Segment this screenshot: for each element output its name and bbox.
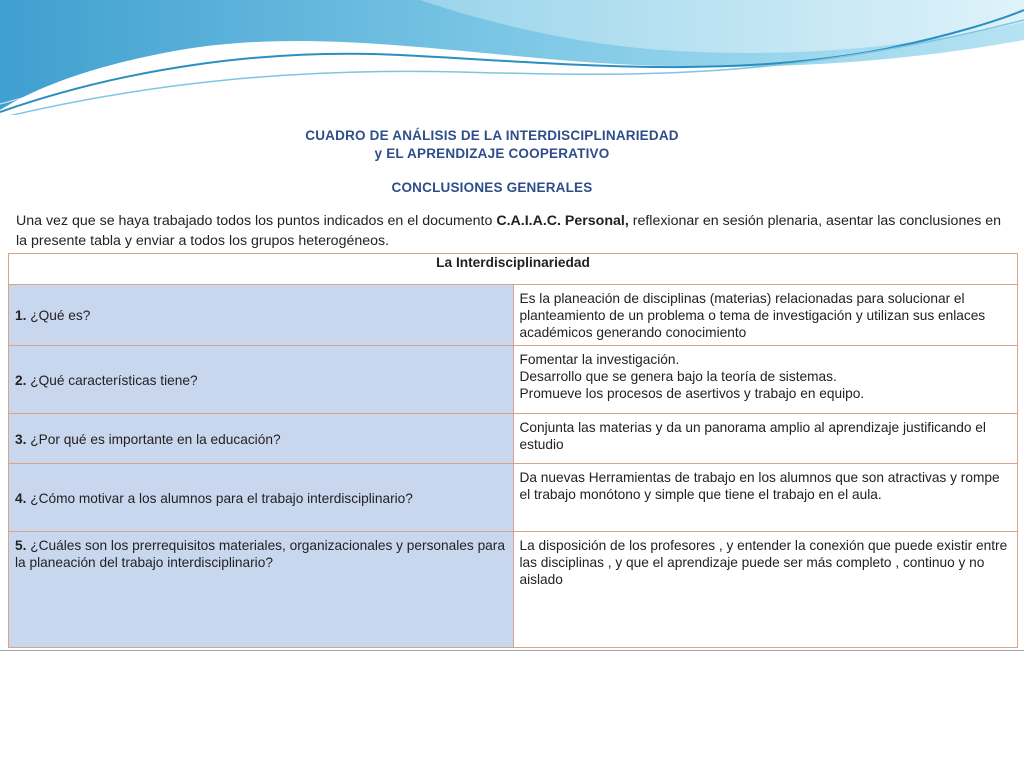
table-row: [9, 346, 1018, 414]
answer-line: Desarrollo que se genera bajo la teoría de sistemas.: [519, 369, 837, 384]
answer-text: Da nuevas Herramientas de trabajo en los alumnos que son atractivas y rompe el trabajo monótono y simple que tiene el trabajo en el aula.: [519, 470, 1000, 502]
question-text: ¿Por qué es importante en la educación?: [26, 431, 281, 447]
table-row: [9, 414, 1018, 464]
question-text: ¿Qué es?: [26, 308, 91, 323]
document-page: [0, 115, 1024, 650]
table-header-row: [9, 254, 1018, 285]
answer-cell: [513, 414, 1018, 464]
intro-text-end: reflexionar en sesión plenaria, asentar las conclusiones en la presente tabla y enviar a todos los grupos heterogéneos.: [16, 213, 1002, 249]
answer-cell: [513, 285, 1018, 346]
question-number: 3.: [15, 431, 27, 447]
document-subtitle: CONCLUSIONES GENERALES: [391, 180, 593, 195]
intro-text-start: Una vez que se haya trabajado todos los puntos indicados en el documento: [16, 213, 497, 229]
page-bottom-divider: [0, 650, 1024, 651]
answer-line: Fomentar la investigación.: [519, 352, 680, 367]
answer-cell: [513, 346, 1018, 414]
table-header: La Interdisciplinariedad: [9, 254, 1018, 285]
table-row: [9, 532, 1018, 648]
answer-text: La disposición de los profesores , y entender la conexión que puede existir entre las disciplinas , y que el aprendizaje puede ser más completo , continuo y no aislado: [519, 538, 1008, 587]
question-cell: [9, 346, 514, 414]
analysis-table: [8, 253, 1018, 648]
question-cell: [9, 464, 514, 532]
question-number: 1.: [15, 308, 27, 323]
answer-cell: [513, 464, 1018, 532]
question-number: 5.: [15, 538, 27, 553]
question-text: ¿Qué características tiene?: [26, 372, 198, 388]
document-title-line2: y EL APRENDIZAJE COOPERATIVO: [374, 146, 610, 161]
question-number: 4.: [15, 490, 27, 506]
intro-paragraph: [16, 211, 1006, 251]
answer-cell: [513, 532, 1018, 648]
answer-text: Conjunta las materias y da un panorama amplio al aprendizaje justificando el estudio: [519, 420, 986, 452]
answer-text: Es la planeación de disciplinas (materias) relacionadas para solucionar el planteamiento de un problema o tema de investigación y utilizan sus enlaces académicos generando conocimiento: [519, 291, 986, 340]
question-cell: [9, 532, 514, 648]
question-cell: [9, 414, 514, 464]
question-text: ¿Cómo motivar a los alumnos para el trabajo interdisciplinario?: [26, 490, 413, 506]
decorative-wave-banner: [0, 0, 1024, 130]
answer-line: Promueve los procesos de asertivos y trabajo en equipo.: [519, 386, 865, 401]
document-title: CUADRO DE ANÁLISIS DE LA INTERDISCIPLINARIEDAD: [305, 128, 679, 143]
question-text: ¿Cuáles son los prerrequisitos materiales, organizacionales y personales para la planeación del trabajo interdisciplinario?: [15, 538, 505, 570]
table-row: [9, 285, 1018, 346]
table-row: [9, 464, 1018, 532]
intro-bold-text: C.A.I.A.C. Personal,: [496, 213, 629, 229]
question-cell: [9, 285, 514, 346]
question-number: 2.: [15, 372, 27, 388]
